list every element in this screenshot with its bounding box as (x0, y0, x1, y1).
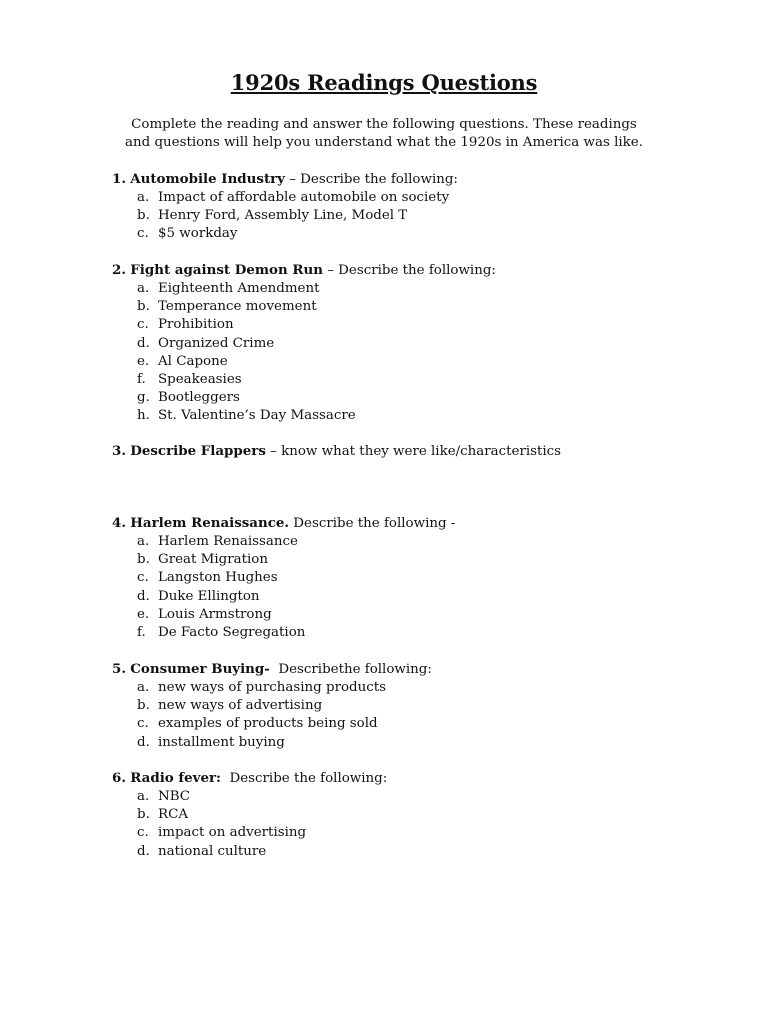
item-text: Impact of affordable automobile on society (158, 190, 450, 205)
item-text: Bootleggers (158, 390, 240, 406)
item-text: installment buying (158, 734, 285, 750)
question-number: 3. (112, 443, 126, 459)
list-item (112, 697, 672, 715)
item-letter: c. (137, 317, 149, 333)
list-item (112, 371, 672, 389)
item-letter: b. (137, 299, 150, 315)
item-text: Henry Ford, Assembly Line, Model T (158, 208, 408, 224)
sub-question-list (112, 189, 672, 244)
item-letter: d. (137, 734, 150, 750)
list-item (112, 353, 672, 371)
list-item (112, 225, 672, 243)
question-heading (112, 769, 672, 788)
question-instruction: – Describe the following: (322, 263, 496, 278)
question-instruction: Describe the following: (220, 771, 388, 786)
item-text: Louis Armstrong (158, 606, 272, 622)
item-text: impact on advertising (158, 825, 307, 841)
question-section-3 (112, 442, 672, 461)
question-instruction: Describethe following: (269, 662, 432, 677)
list-item (112, 335, 672, 353)
item-letter: d. (137, 588, 150, 604)
question-heading (112, 660, 672, 679)
list-item (112, 715, 672, 733)
list-item (112, 679, 672, 697)
item-letter: c. (137, 716, 149, 732)
question-heading (112, 261, 672, 280)
question-section-6 (112, 769, 672, 861)
question-heading (112, 514, 672, 533)
item-letter: g. (137, 390, 150, 406)
sub-question-list (112, 679, 672, 752)
item-letter: h. (137, 408, 150, 424)
item-text: Langston Hughes (158, 570, 278, 586)
item-letter: d. (137, 335, 150, 351)
sub-question-list (112, 280, 672, 426)
question-section-4 (112, 514, 672, 642)
sub-question-list (112, 788, 672, 861)
item-letter: e. (137, 606, 150, 622)
list-item (112, 843, 672, 861)
item-letter: c. (137, 825, 149, 841)
item-text: Harlem Renaissance (158, 534, 298, 549)
question-number: 4. (112, 515, 126, 531)
list-item (112, 389, 672, 407)
item-letter: c. (137, 226, 149, 242)
item-letter: e. (137, 353, 150, 369)
list-item (112, 407, 672, 425)
item-text: Temperance movement (158, 299, 317, 315)
item-text: Al Capone (158, 353, 228, 369)
item-letter: b. (137, 208, 150, 224)
question-title: Fight against Demon Run (130, 262, 323, 278)
list-item (112, 606, 672, 624)
list-item (112, 533, 672, 551)
question-number: 1. (112, 171, 126, 187)
item-text: Prohibition (158, 317, 234, 333)
item-text: Duke Ellington (158, 588, 260, 604)
item-letter: b. (137, 552, 150, 568)
item-letter: a. (137, 534, 150, 549)
question-section-1 (112, 170, 672, 244)
list-item (112, 588, 672, 606)
question-title: Describe Flappers (130, 443, 266, 459)
list-item (112, 824, 672, 842)
item-letter: a. (137, 789, 150, 804)
item-text: new ways of advertising (158, 698, 323, 714)
list-item (112, 189, 672, 207)
question-number: 5. (112, 661, 126, 677)
list-item (112, 806, 672, 824)
item-text: examples of products being sold (158, 716, 378, 732)
question-number: 6. (112, 770, 126, 786)
item-text: De Facto Segregation (158, 624, 306, 640)
question-section-2 (112, 261, 672, 426)
item-text: new ways of purchasing products (158, 680, 386, 695)
item-letter: f. (137, 371, 146, 387)
list-item (112, 280, 672, 298)
item-letter: b. (137, 698, 150, 714)
question-instruction: – know what they were like/characteristics (265, 444, 562, 459)
item-letter: a. (137, 190, 150, 205)
question-heading (112, 442, 672, 461)
question-title: Harlem Renaissance. (130, 515, 290, 531)
question-heading (112, 170, 672, 189)
item-text: Eighteenth Amendment (158, 281, 320, 296)
item-text: $5 workday (158, 226, 238, 242)
sub-question-list (112, 533, 672, 642)
list-item (112, 734, 672, 752)
question-section-5 (112, 660, 672, 752)
question-number: 2. (112, 262, 126, 278)
item-letter: f. (137, 624, 146, 640)
item-text: RCA (158, 807, 188, 823)
item-letter: b. (137, 807, 150, 823)
item-letter: a. (137, 680, 150, 695)
item-letter: d. (137, 843, 150, 859)
list-item (112, 207, 672, 225)
question-title: Radio fever: (130, 770, 221, 786)
question-instruction: Describe the following - (289, 516, 456, 531)
list-item (112, 298, 672, 316)
item-text: NBC (158, 789, 191, 804)
item-text: Organized Crime (158, 335, 275, 351)
item-text: national culture (158, 843, 267, 859)
item-text: Great Migration (158, 552, 268, 568)
list-item (112, 788, 672, 806)
page-title: 1920s Readings Questions (230, 70, 538, 95)
instructions-paragraph: Complete the reading and answer the following questions. These readings and questions will help you understand what the 1920s in America was like. (125, 117, 643, 150)
item-letter: a. (137, 281, 150, 296)
list-item (112, 316, 672, 334)
question-title: Consumer Buying- (130, 661, 270, 677)
list-item (112, 624, 672, 642)
list-item (112, 551, 672, 569)
question-title: Automobile Industry (130, 171, 285, 187)
list-item (112, 569, 672, 587)
item-text: Speakeasies (158, 371, 242, 387)
item-letter: c. (137, 570, 149, 586)
question-instruction: – Describe the following: (284, 172, 458, 187)
item-text: St. Valentine’s Day Massacre (158, 408, 356, 424)
